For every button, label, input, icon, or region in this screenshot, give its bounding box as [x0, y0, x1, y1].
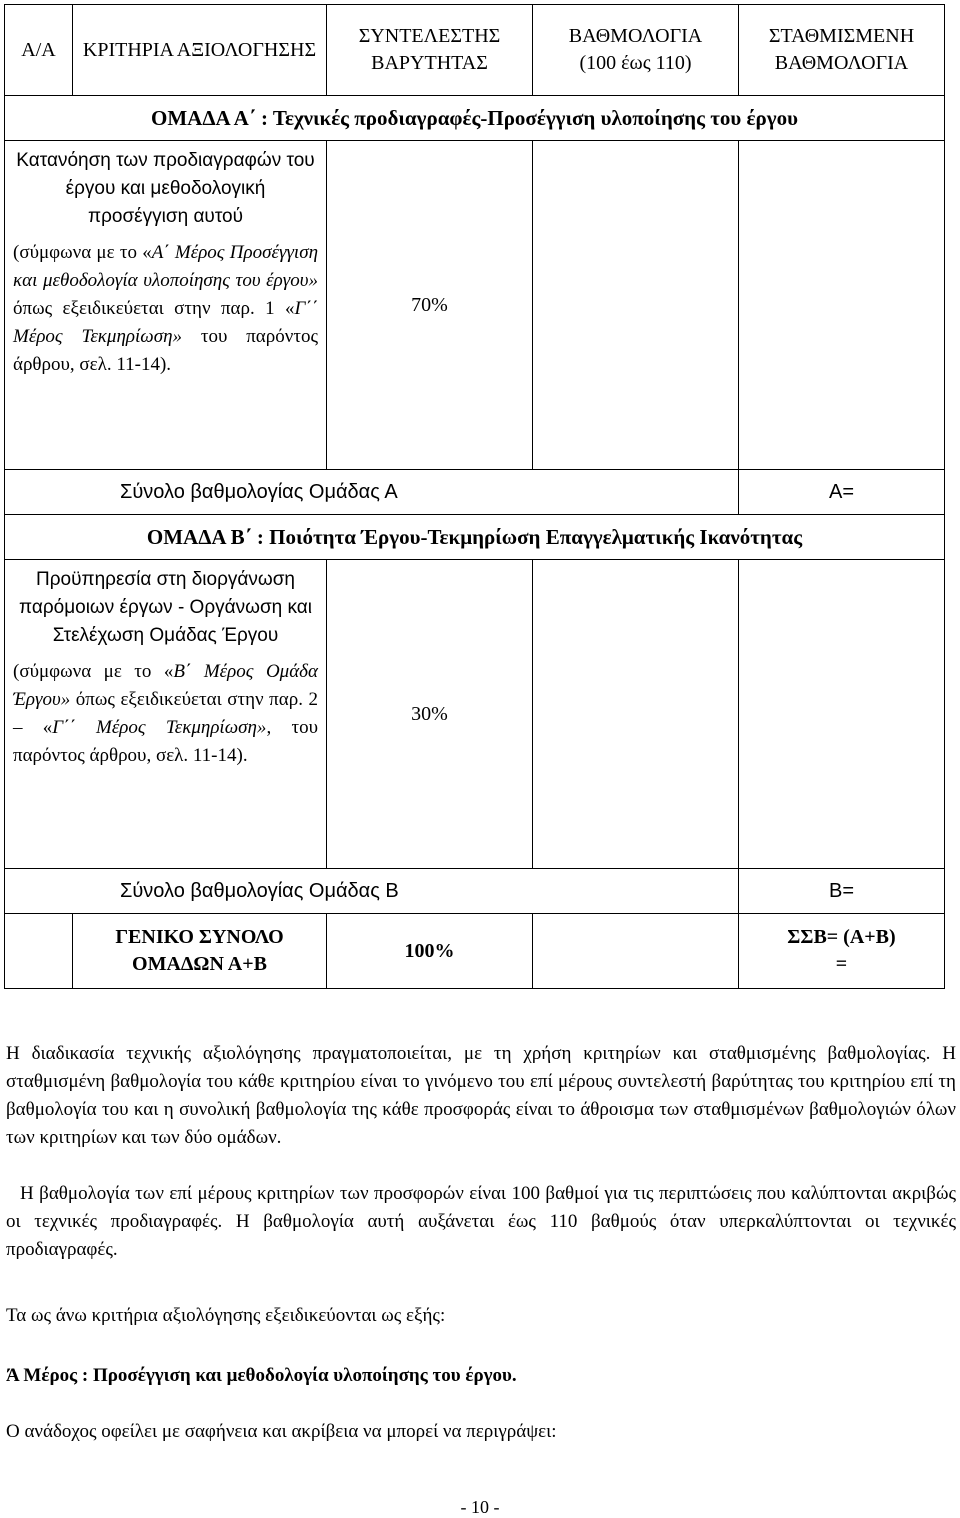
- header-weighted-score: ΣΤΑΘΜΙΣΜΕΝΗ ΒΑΘΜΟΛΟΓΙΑ: [739, 5, 945, 96]
- group-b-criterion-row: [5, 560, 945, 869]
- group-a-title: ΟΜΑΔΑ Α΄ : Τεχνικές προδιαγραφές-Προσέγγιση υλοποίησης του έργου: [5, 96, 945, 141]
- header-row: [5, 5, 945, 96]
- group-a-weight: 70%: [327, 141, 533, 470]
- paragraph-evaluation-process: Η διαδικασία τεχνικής αξιολόγησης πραγματοποιείται, με τη χρήση κριτηρίων και σταθμισμένης βαθμολογίας. Η σταθμισμένη βαθμολογία του κάθε κριτηρίου είναι το γινόμενο του επί μέρους συντελεστή βαρύτητας του κριτηρίου επί τη βαθμολογία του και η συνολική βαθμολογία της κάθε προσφοράς είναι το άθροισμα των σταθμισμένων βαθμολογιών όλων των κριτηρίων και των δύο ομάδων.: [6, 1043, 956, 1148]
- group-b-sum-label: Σύνολο βαθμολογίας Ομάδας Β: [5, 869, 739, 914]
- group-a-weighted-cell: [739, 141, 945, 470]
- group-a-criterion: [5, 141, 327, 470]
- total-equals: =: [835, 953, 848, 975]
- header-score-range: (100 έως 110): [579, 52, 692, 74]
- header-score: [533, 5, 739, 96]
- header-criteria: ΚΡΙΤΗΡΙΑ ΑΞΙΟΛΟΓΗΣΗΣ: [73, 5, 327, 96]
- section-heading: Ά Μέρος : Προσέγγιση και μεθοδολογία υλοποίησης του έργου.: [6, 1365, 517, 1386]
- group-b-title-row: [5, 515, 945, 560]
- total-formula: ΣΣΒ= (Α+Β): [787, 926, 896, 948]
- paragraph-scoring: Η βαθμολογία των επί μέρους κριτηρίων των προσφορών είναι 100 βαθμοί για τις περιπτώσεις που καλύπτονται ακριβώς οι τεχνικές προδιαγραφές. Η βαθμολογία αυτή αυξάνεται έως 110 βαθμούς όταν υπερκαλύπτονται οι τεχνικές προδιαγραφές.: [6, 1183, 956, 1260]
- paragraph-criteria-intro: Τα ως άνω κριτήρια αξιολόγησης εξειδικεύονται ως εξής:: [6, 1305, 446, 1326]
- header-weight: ΣΥΝΤΕΛΕΣΤΗΣ ΒΑΡΥΤΗΤΑΣ: [327, 5, 533, 96]
- page-number: - 10 -: [460, 1497, 500, 1517]
- group-b-weight: 30%: [327, 560, 533, 869]
- group-a-title-row: [5, 96, 945, 141]
- header-aa: Α/Α: [5, 5, 73, 96]
- group-a-sum-row: [5, 470, 945, 515]
- evaluation-criteria-table: [4, 4, 945, 989]
- total-aa-cell: [5, 914, 73, 989]
- group-b-criterion: [5, 560, 327, 869]
- paragraph-contractor: Ο ανάδοχος οφείλει με σαφήνεια και ακρίβεια να μπορεί να περιγράψει:: [6, 1421, 557, 1442]
- group-b-weighted-cell: [739, 560, 945, 869]
- group-a-criterion-desc: (σύμφωνα με το «Α΄ Μέρος Προσέγγιση και μεθοδολογία υλοποίησης του έργου» όπως εξειδικεύεται στην παρ. 1 «Γ΄΄ Μέρος Τεκμηρίωση» του παρόντος άρθρου, σελ. 11-14).: [13, 242, 319, 375]
- group-a-criterion-title: Κατανόηση των προδιαγραφών του έργου και μεθοδολογική προσέγγιση αυτού: [16, 150, 315, 227]
- group-a-sum-value: Α=: [739, 470, 945, 515]
- group-b-sum-value: Β=: [739, 869, 945, 914]
- group-b-title: ΟΜΑΔΑ Β΄ : Ποιότητα Έργου-Τεκμηρίωση Επαγγελματικής Ικανότητας: [5, 515, 945, 560]
- total-formula-cell: [739, 914, 945, 989]
- header-score-title: ΒΑΘΜΟΛΟΓΙΑ: [568, 25, 703, 47]
- total-score-cell: [533, 914, 739, 989]
- group-b-criterion-title: Προϋπηρεσία στη διοργάνωση παρόμοιων έργων - Οργάνωση και Στελέχωση Ομάδας Έργου: [19, 569, 312, 646]
- total-weight: 100%: [327, 914, 533, 989]
- group-a-sum-label: Σύνολο βαθμολογίας Ομάδας Α: [5, 470, 739, 515]
- total-row: [5, 914, 945, 989]
- group-a-score-cell: [533, 141, 739, 470]
- total-label: ΓΕΝΙΚΟ ΣΥΝΟΛΟ ΟΜΑΔΩΝ Α+Β: [73, 914, 327, 989]
- group-b-score-cell: [533, 560, 739, 869]
- group-b-sum-row: [5, 869, 945, 914]
- group-a-criterion-row: [5, 141, 945, 470]
- group-b-criterion-desc: (σύμφωνα με το «Β΄ Μέρος Ομάδα Έργου» όπως εξειδικεύεται στην παρ. 2 – «Γ΄΄ Μέρος Τεκμηρίωση», του παρόντος άρθρου, σελ. 11-14).: [13, 661, 318, 766]
